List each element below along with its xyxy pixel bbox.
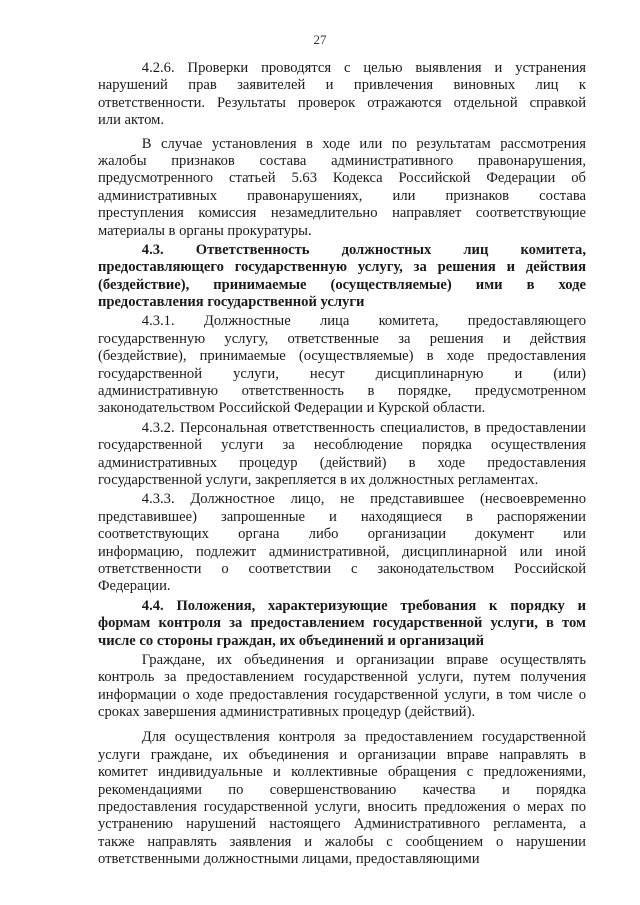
section-heading	[98, 242, 586, 312]
document-body	[98, 60, 586, 869]
text-line: нарушений прав заявителей и привлечения виновных лиц к	[98, 77, 586, 94]
text-line: рекомендациями по совершенствованию качества и порядка	[98, 781, 586, 798]
text-line: административных правонарушениях, или признаков состава	[98, 187, 586, 204]
text-line: 4.3. Ответственность должностных лиц комитета,	[98, 241, 586, 258]
text-line: формам контроля за предоставлением государственной услуги, в том	[98, 615, 586, 632]
text-line: предоставления государственной услуги	[98, 294, 365, 311]
text-line: Для осуществления контроля за предоставлением государственной	[98, 729, 586, 746]
text-line: комитет индивидуальные и коллективные обращения с предложениями,	[98, 764, 586, 781]
paragraph	[98, 420, 586, 490]
text-line: представившее) запрошенные и находящиеся в распоряжении	[98, 508, 586, 525]
paragraph	[98, 491, 586, 595]
paragraph	[98, 136, 586, 240]
text-line: преступления комиссия незамедлительно направляет соответствующие	[98, 205, 586, 222]
text-line: Федерации.	[98, 578, 171, 595]
text-line: административную ответственность в порядке, предусмотренном	[98, 383, 586, 400]
text-line: информацию, подлежит административной, дисциплинарной или иной	[98, 543, 586, 560]
text-line: ответственными должностными лицами, предоставляющими	[98, 851, 480, 868]
text-line: ответственности о соответствии с законодательством Российской	[98, 560, 586, 577]
text-line: или актом.	[98, 112, 165, 129]
text-line: законодательством Российской Федерации и Курской области.	[98, 400, 486, 417]
text-line: информации о ходе предоставления государственной услуги, в том числе о	[98, 686, 586, 703]
text-line: услуги граждане, их объединения и организации вправе направлять в	[98, 746, 586, 763]
text-line: государственной услуги за несоблюдение порядка осуществления	[98, 437, 586, 454]
text-line: ответственности. Результаты проверок отражаются отдельной справкой	[98, 94, 586, 111]
text-line: (бездействие), принимаемые (осуществляемые) в ходе предоставления	[98, 348, 586, 365]
text-line: устранению нарушений настоящего Административного регламента, а	[98, 816, 586, 833]
paragraph	[98, 729, 586, 868]
text-line: Граждане, их объединения и организации вправе осуществлять	[98, 651, 586, 668]
paragraph	[98, 313, 586, 417]
section-heading	[98, 598, 586, 650]
text-line: (бездействие), принимаемые (осуществляемые) ими в ходе	[98, 276, 586, 293]
text-line: государственной услуги, несут дисциплинарную и (или)	[98, 365, 586, 382]
text-line: 4.2.6. Проверки проводятся с целью выявления и устранения	[98, 60, 586, 76]
text-line: 4.3.2. Персональная ответственность специалистов, в предоставлении	[98, 419, 586, 436]
text-line: жалобы признаков состава административного правонарушения,	[98, 152, 586, 169]
text-line: государственную услугу, ответственные за решения и действия	[98, 330, 586, 347]
text-line: 4.4. Положения, характеризующие требования к порядку и	[98, 597, 586, 614]
text-line: контроль за предоставлением государственной услуги, путем получения	[98, 669, 586, 686]
text-line: 4.3.3. Должностное лицо, не представившее (несвоевременно	[98, 491, 586, 508]
text-line: предоставляющего государственную услугу, за решения и действия	[98, 259, 586, 276]
text-line: В случае установления в ходе или по результатам рассмотрения	[98, 135, 586, 152]
text-line: сроках завершения административных процедур (действий).	[98, 704, 476, 721]
text-line: административных процедур (действий) в ходе предоставления	[98, 454, 586, 471]
paragraph	[98, 60, 586, 130]
text-line: предоставления государственной услуги, вносить предложения о мерах по	[98, 799, 586, 816]
text-line: материалы в органы прокуратуры.	[98, 222, 312, 239]
text-line: 4.3.1. Должностные лица комитета, предоставляющего	[98, 313, 586, 330]
text-line: также направлять заявления и жалобы с сообщением о нарушении	[98, 833, 586, 850]
text-line: предусмотренного статьей 5.63 Кодекса Российской Федерации об	[98, 170, 586, 187]
text-line: соответствующих органа либо организации документ или	[98, 526, 586, 543]
text-line: числе со стороны граждан, их объединений и организаций	[98, 632, 485, 649]
text-line: государственной услуги, закрепляется в их должностных регламентах.	[98, 471, 539, 488]
page-number: 27	[313, 32, 327, 47]
paragraph	[98, 652, 586, 722]
